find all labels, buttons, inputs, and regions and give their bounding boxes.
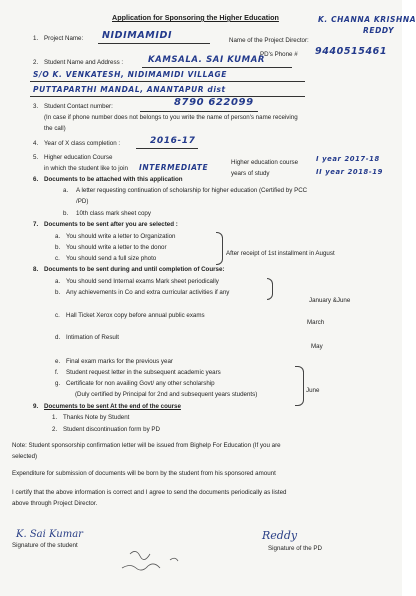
student-name-label: Student Name and Address :: [44, 59, 124, 66]
section-number: 9.: [33, 403, 39, 410]
years-label: Higher education course: [231, 159, 299, 166]
month-march: March: [307, 319, 325, 326]
list-bullet: c.: [55, 255, 60, 262]
list-item: Final exam marks for the previous year: [66, 358, 173, 365]
project-name-label: Project Name:: [44, 35, 84, 42]
brace: [216, 232, 223, 265]
section-9-heading: Documents to be sent At the end of the course: [44, 403, 181, 410]
years-label-2: years of study: [231, 170, 270, 177]
list-bullet: d.: [55, 334, 61, 341]
list-bullet: b.: [63, 210, 69, 217]
pd-phone-value: 9440515461: [315, 46, 388, 57]
list-item: You should send a full size photo: [66, 255, 157, 262]
section-8-heading: Documents to be sent during and until completion of Course:: [44, 266, 225, 273]
brace: [295, 366, 304, 406]
item-number: 2.: [33, 59, 39, 66]
list-bullet: b.: [55, 244, 61, 251]
expenditure-note: Expenditure for submission of documents will be born by the student from his sponsored amount: [12, 470, 276, 477]
list-bullet: g.: [55, 380, 61, 387]
list-bullet: f.: [55, 369, 59, 376]
pd-signature: Reddy: [262, 529, 298, 542]
contact-label: Student Contact number:: [44, 103, 113, 110]
student-name-value: KAMSALA. SAI KUMAR: [148, 55, 266, 65]
student-address-line-2: PUTTAPARTHI MANDAL, ANANTAPUR dist: [33, 85, 226, 94]
section-6-heading: Documents to be attached with this application: [44, 176, 183, 183]
pd-phone-label: PD's Phone #: [260, 51, 298, 58]
list-bullet: b.: [55, 289, 61, 296]
section-number: 7.: [33, 221, 39, 228]
list-item: You should send Internal exams Mark sheet periodically: [66, 278, 219, 285]
list-item: (Duly certified by Principal for 2nd and subsequent years students): [75, 391, 258, 398]
list-item: A letter requesting continuation of scholarship for higher education (Certified by PCC: [76, 187, 308, 194]
list-item: You should write a letter to Organization: [66, 233, 176, 240]
student-signature: K. Sai Kumar: [16, 529, 83, 540]
x-class-label: Year of X class completion :: [44, 140, 121, 147]
student-address-line-1: S/O K. VENKATESH, NIDIMAMIDI VILLAGE: [33, 70, 227, 79]
month-june: June: [306, 387, 320, 394]
certification: I certify that the above information is correct and I agree to send the documents periodically as listed: [12, 489, 287, 496]
list-bullet: a.: [55, 233, 61, 240]
section-number: 6.: [33, 176, 39, 183]
list-item: 10th class mark sheet copy: [76, 210, 151, 217]
contact-note: (In case if phone number does not belongs to you write the name of person's name receiving: [44, 114, 298, 121]
course-label: Higher education Course: [44, 154, 113, 161]
list-bullet: 1.: [52, 414, 58, 421]
list-bullet: e.: [55, 358, 61, 365]
scribble-marks: [100, 546, 210, 580]
section-number: 8.: [33, 266, 39, 273]
after-installment-note: After receipt of 1st installment in August: [226, 250, 335, 257]
list-bullet: 2.: [52, 426, 58, 433]
contact-note-cont: the call): [44, 125, 66, 132]
list-item: Certificate for non availing Govt/ any other scholarship: [66, 380, 215, 387]
list-item: Thanks Note by Student: [63, 414, 130, 421]
list-bullet: c.: [55, 312, 60, 319]
list-item: Any achievements in Co and extra curricular activities if any: [66, 289, 230, 296]
month-jan-june: January &June: [309, 297, 351, 304]
pd-signature-label: Signature of the PD: [268, 545, 323, 552]
list-item: Student request letter in the subsequent academic years: [66, 369, 221, 376]
item-number: 3.: [33, 103, 39, 110]
certification-cont: above through Project Director.: [12, 500, 98, 507]
list-item: /PD): [76, 198, 89, 205]
note-cont: selected): [12, 453, 38, 460]
contact-value: 8790 622099: [174, 97, 254, 108]
brace: [267, 278, 273, 300]
list-item: Hall Ticket Xerox copy before annual public exams: [66, 312, 205, 319]
list-bullet: a.: [55, 278, 61, 285]
student-signature-label: Signature of the student: [12, 542, 78, 549]
project-name-value: NIDIMAMIDI: [102, 30, 173, 41]
note: Note: Student sponsorship confirmation letter will be issued from Bighelp For Education (If you are: [12, 442, 281, 449]
item-number: 1.: [33, 35, 39, 42]
years-value-1: I year 2017-18: [316, 155, 380, 163]
x-class-value: 2016-17: [150, 136, 196, 146]
list-item: Intimation of Result: [66, 334, 119, 341]
item-number: 5.: [33, 154, 39, 161]
list-bullet: a.: [63, 187, 69, 194]
month-may: May: [311, 343, 323, 350]
section-7-heading: Documents to be sent after you are selected :: [44, 221, 178, 228]
item-number: 4.: [33, 140, 39, 147]
years-value-2: II year 2018-19: [316, 168, 383, 176]
project-director-value-1: K. CHANNA KRISHNA: [318, 15, 416, 24]
course-value: INTERMEDIATE: [139, 163, 209, 172]
list-item: Student discontinuation form by PD: [63, 426, 160, 433]
project-director-value-2: REDDY: [363, 26, 395, 35]
project-director-label: Name of the Project Director:: [229, 37, 309, 44]
list-item: You should write a letter to the donor: [66, 244, 167, 251]
course-label-2: in which the student like to join: [44, 165, 128, 172]
page-title: Application for Sponsoring the Higher Education: [112, 13, 279, 22]
